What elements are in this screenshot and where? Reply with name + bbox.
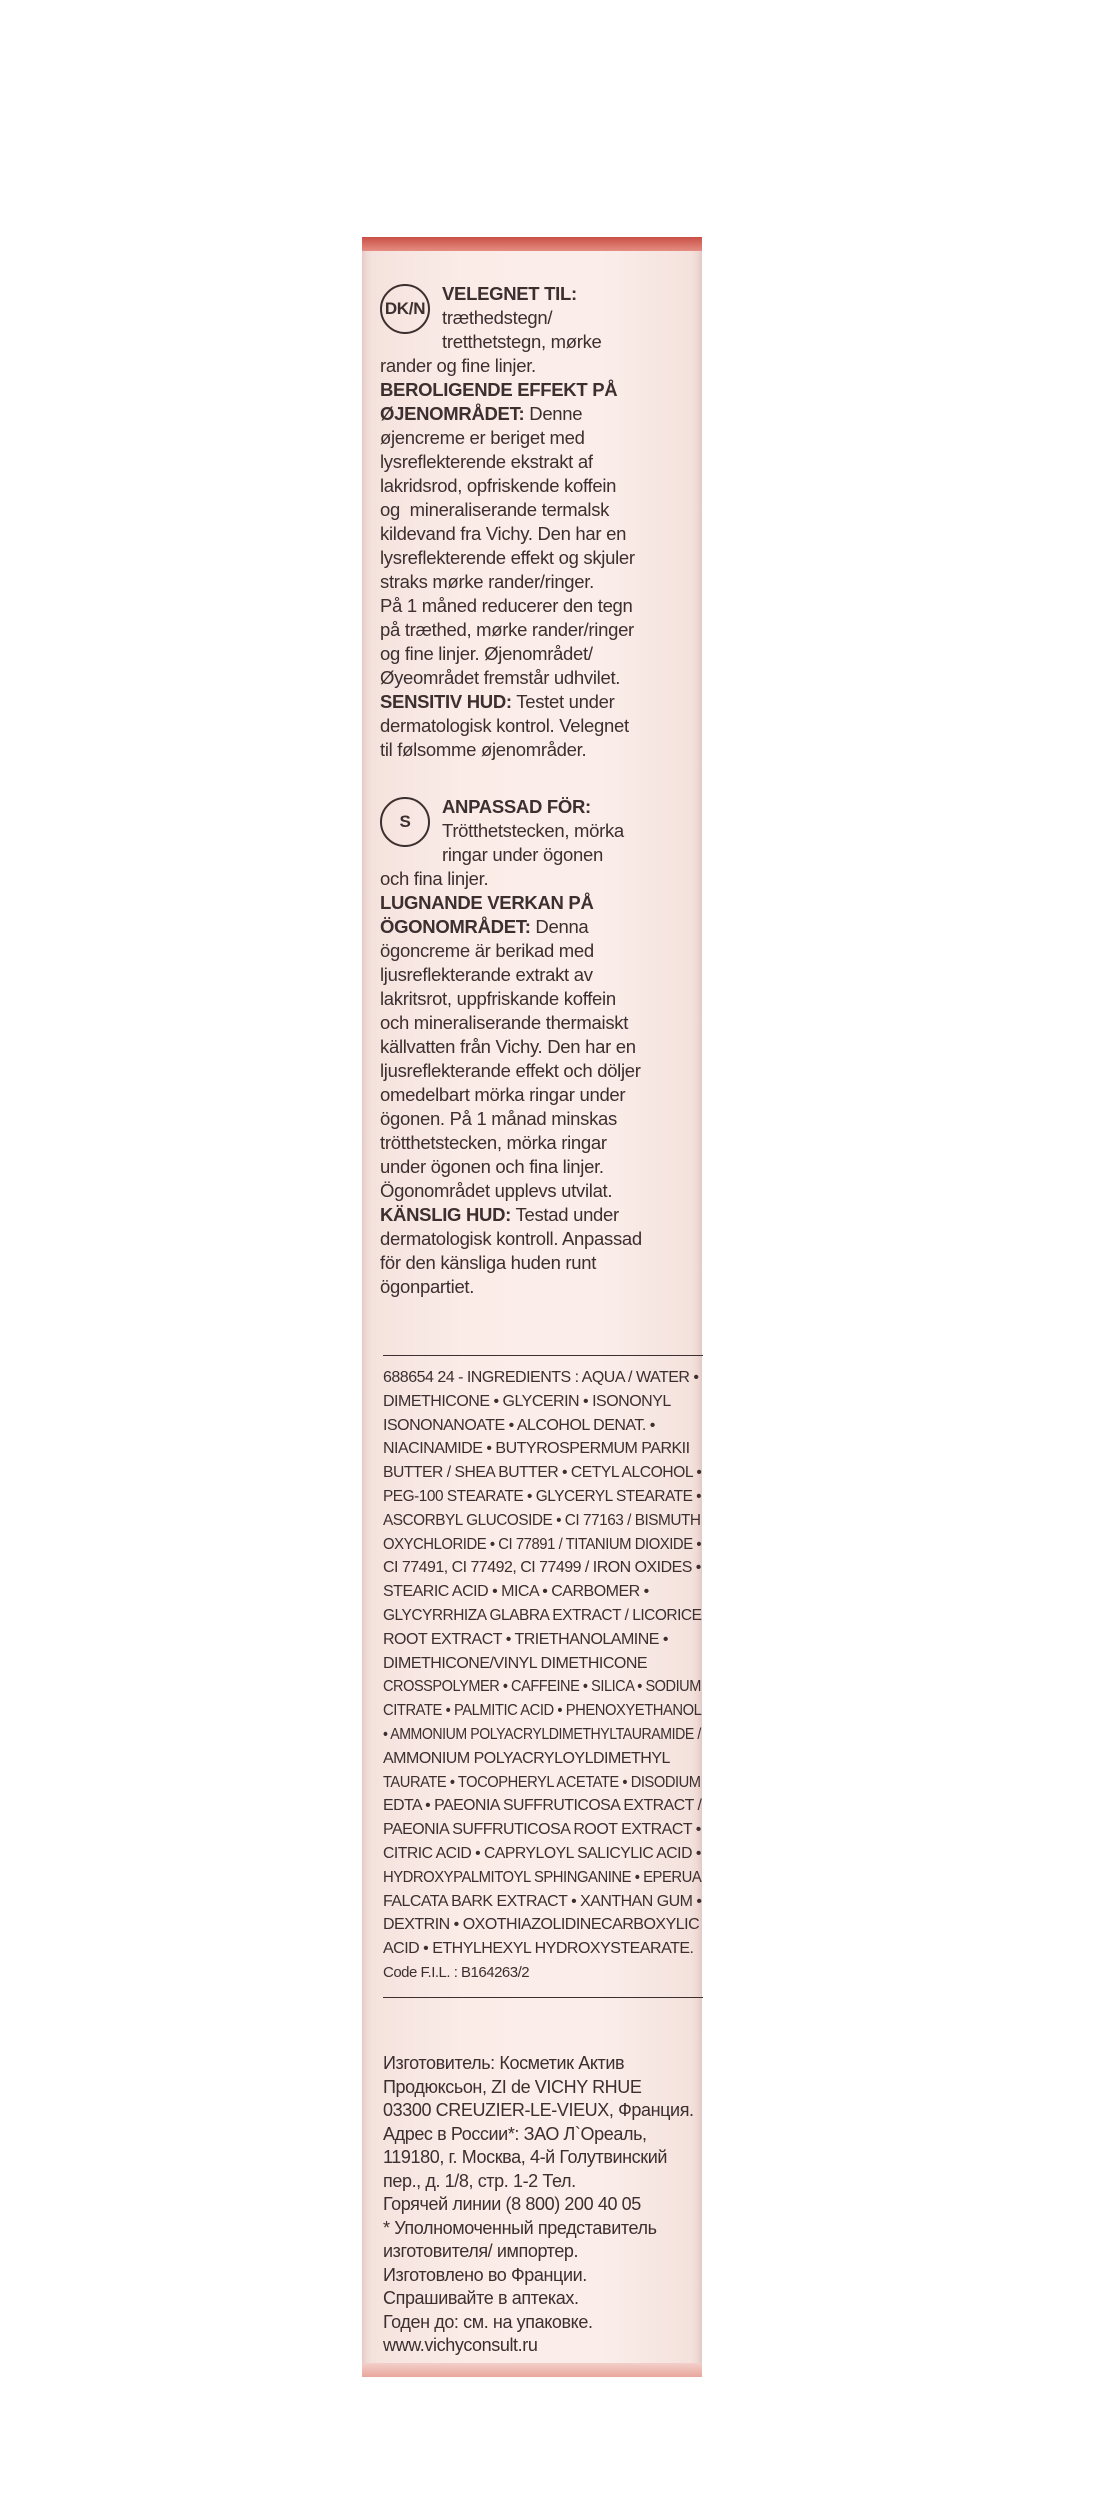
ingredients-line: 688654 24 - INGREDIENTS : AQUA / WATER • — [383, 1369, 699, 1386]
importer-text-line: Изготовлено во Франции. — [383, 2264, 587, 2285]
dk-text-line: Denne — [524, 403, 583, 424]
dk-text-line: på træthed, mørke rander/ringer — [380, 619, 634, 640]
ingredients-line: • AMMONIUM POLYACRYLDIMETHYLTAURAMIDE / — [383, 1725, 701, 1743]
dk-text-line: og mineraliserande termalsk — [380, 499, 610, 520]
dk-text-line: straks mørke rander/ringer. — [380, 571, 594, 592]
ingredients-line: GLYCYRRHIZA GLABRA EXTRACT / LICORICE — [383, 1606, 702, 1624]
website-link: www.vichyconsult.ru — [383, 2335, 538, 2355]
ingredients-list — [383, 1366, 703, 1961]
dk-text-line: og fine linjer. Øjenområdet/ — [380, 643, 593, 664]
se-text-line: trötthetstecken, mörka ringar — [380, 1132, 607, 1153]
ingredients-line: CITRATE • PALMITIC ACID • PHENOXYETHANOL — [383, 1702, 702, 1720]
box-bottom-edge — [362, 2363, 702, 2377]
fil-code: Code F.I.L. : B164263/2 — [383, 1963, 530, 1981]
dk-text-line: til følsomme øjenområder. — [380, 739, 587, 760]
ingredients-line: EDTA • PAEONIA SUFFRUTICOSA EXTRACT / — [383, 1797, 702, 1815]
ingredients-line: HYDROXYPALMITOYL SPHINGANINE • EPERUA — [383, 1868, 702, 1886]
dk-text-line: rander og fine linjer. — [380, 355, 536, 376]
box-top-edge — [362, 237, 702, 251]
ingredients-line: STEARIC ACID • MICA • CARBOMER • — [383, 1583, 649, 1601]
ingredients-line: DEXTRIN • OXOTHIAZOLIDINECARBOXYLIC — [383, 1916, 700, 1934]
importer-text-line: * Уполномоченный представитель — [383, 2217, 657, 2238]
ingredients-line: PAEONIA SUFFRUTICOSA ROOT EXTRACT • — [383, 1821, 701, 1839]
russian-importer-info — [383, 2052, 703, 2358]
se-text-line: och fina linjer. — [380, 868, 489, 889]
dk-text-line: træthedstegn/ — [442, 307, 553, 328]
danish-norwegian-section — [380, 282, 700, 762]
se-text-line: lakritsrot, uppfriskande koffein — [380, 988, 616, 1009]
se-text-line: Testad under — [511, 1204, 619, 1225]
se-text-line: ögonen. På 1 månad minskas — [380, 1108, 617, 1129]
dk-text-line: Øyeområdet fremstår udhvilet. — [380, 667, 621, 688]
ingredients-line: ACID • ETHYLHEXYL HYDROXYSTEARATE. — [383, 1940, 694, 1958]
ingredients-line: NIACINAMIDE • BUTYROSPERMUM PARKII — [383, 1440, 690, 1458]
ingredients-line: TAURATE • TOCOPHERYL ACETATE • DISODIUM — [383, 1773, 701, 1791]
se-text-line: dermatologisk kontroll. Anpassad — [380, 1228, 642, 1249]
se-heading: ANPASSAD FÖR: — [442, 796, 591, 817]
ingredients-line: CROSSPOLYMER • CAFFEINE • SILICA • SODIUM — [383, 1678, 701, 1696]
dk-text-line: kildevand fra Vichy. Den har en — [380, 523, 627, 544]
importer-text-line: Горячей линии (8 800) 200 40 05 — [383, 2194, 641, 2214]
se-text-line: omedelbart mörka ringar under — [380, 1084, 626, 1105]
ingredients-line: OXYCHLORIDE • CI 77891 / TITANIUM DIOXIDE • — [383, 1535, 702, 1553]
dk-heading: VELEGNET TIL: — [442, 283, 577, 304]
se-text-line: under ögonen och fina linjer. — [380, 1156, 604, 1177]
se-text-line: ljusreflekterande extrakt av — [380, 964, 593, 985]
dk-subheading: SENSITIV HUD: — [380, 691, 512, 712]
dk-text-line: tretthetstegn, mørke — [442, 331, 602, 352]
se-subheading: LUGNANDE VERKAN PÅ — [380, 892, 594, 913]
dk-text-line: øjencreme er beriget med — [380, 427, 585, 448]
se-text-line: för den känsliga huden runt — [380, 1252, 597, 1273]
se-text-line: källvatten från Vichy. Den har en — [380, 1036, 636, 1057]
importer-text-line: 119180, г. Москва, 4-й Голутвинский — [383, 2147, 668, 2167]
importer-text-line: изготовителя/ импортер. — [383, 2241, 579, 2261]
ingredients-line: DIMETHICONE/VINYL DIMETHICONE — [383, 1654, 648, 1672]
dk-subheading: BEROLIGENDE EFFEKT PÅ — [380, 379, 618, 400]
se-text-line: ringar under ögonen — [442, 844, 603, 865]
dk-text-line: lysreflekterende effekt og skjuler — [380, 547, 635, 568]
ingredients-line: ASCORBYL GLUCOSIDE • CI 77163 / BISMUTH — [383, 1511, 701, 1529]
ingredients-line: BUTTER / SHEA BUTTER • CETYL ALCOHOL • — [383, 1464, 702, 1482]
importer-text-line: Годен до: см. на упаковке. — [383, 2311, 593, 2332]
dk-text-line: lakridsrod, opfriskende koffein — [380, 475, 617, 496]
importer-text-line: пер., д. 1/8, стр. 1-2 Тел. — [383, 2170, 576, 2191]
importer-text-line: Адрес в России*: ЗАО Л`Ореаль, — [383, 2123, 647, 2144]
se-text-line: Denna — [530, 916, 589, 937]
ingredients-line: PEG-100 STEARATE • GLYCERYL STEARATE • — [383, 1487, 702, 1505]
importer-text-line: Продюксьон, ZI de VICHY RHUE — [383, 2076, 642, 2097]
ingredients-line: ISONONANOATE • ALCOHOL DENAT. • — [383, 1416, 655, 1434]
se-text-line: Ögonområdet upplevs utvilat. — [380, 1180, 613, 1201]
language-badge-s: S — [380, 797, 430, 847]
swedish-section — [380, 795, 700, 1299]
se-subheading: KÄNSLIG HUD: — [380, 1204, 512, 1225]
importer-text-line: 03300 CREUZIER-LE-VIEUX, Франция. — [383, 2100, 694, 2120]
ingredients-line: DIMETHICONE • GLYCERIN • ISONONYL — [383, 1392, 671, 1410]
importer-text-line: Изготовитель: Косметик Актив — [383, 2053, 625, 2073]
ingredients-line: CITRIC ACID • CAPRYLOYL SALICYLIC ACID • — [383, 1844, 701, 1862]
se-text-line: ljusreflekterande effekt och döljer — [380, 1060, 641, 1081]
se-text-line: ögoncreme är berikad med — [380, 940, 594, 961]
dk-text-line: lysreflekterende ekstrakt af — [380, 451, 593, 472]
se-text-line: Trötthetstecken, mörka — [442, 820, 624, 841]
importer-text-line: Спрашивайте в аптеках. — [383, 2288, 579, 2308]
ingredients-line: CI 77491, CI 77492, CI 77499 / IRON OXIDES • — [383, 1559, 701, 1577]
ingredients-line: AMMONIUM POLYACRYLOYLDIMETHYL — [383, 1749, 670, 1767]
dk-text-line: dermatologisk kontrol. Velegnet — [380, 715, 629, 736]
dk-subheading: ØJENOMRÅDET: — [380, 403, 525, 424]
language-badge-dk-n: DK/N — [380, 284, 430, 334]
se-text-line: ögonpartiet. — [380, 1276, 475, 1297]
ingredients-line: ROOT EXTRACT • TRIETHANOLAMINE • — [383, 1630, 669, 1648]
se-subheading: ÖGONOMRÅDET: — [380, 916, 531, 937]
ingredients-line: FALCATA BARK EXTRACT • XANTHAN GUM • — [383, 1892, 702, 1910]
ingredients-block — [383, 1355, 703, 1998]
dk-text-line: Testet under — [511, 691, 615, 712]
dk-text-line: På 1 måned reducerer den tegn — [380, 595, 633, 616]
se-text-line: och mineraliserande thermaiskt — [380, 1012, 629, 1033]
